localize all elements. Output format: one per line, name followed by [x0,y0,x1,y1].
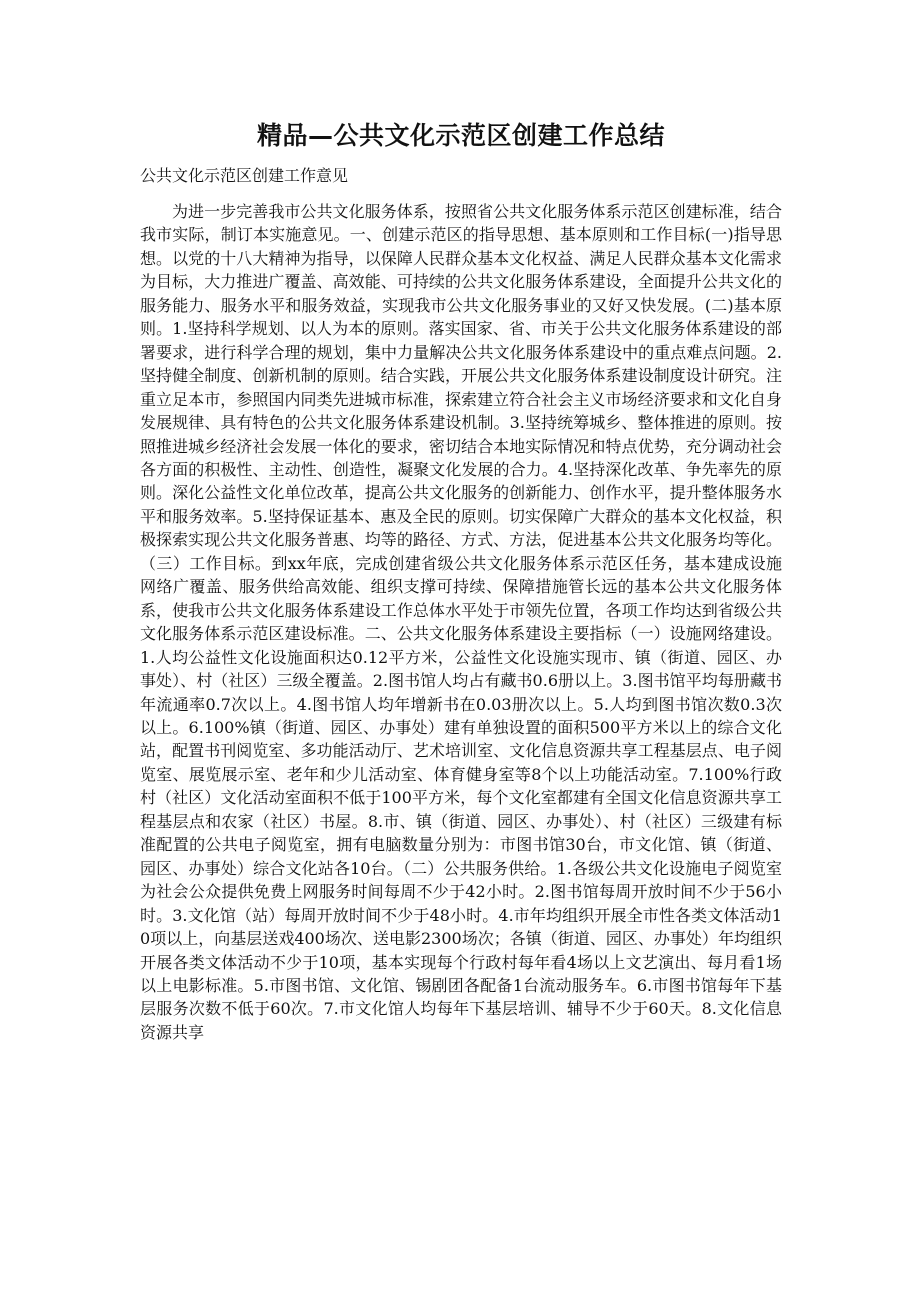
document-body-paragraph: 为进一步完善我市公共文化服务体系，按照省公共文化服务体系示范区创建标准，结合我市实际，制订本实施意见。一、创建示范区的指导思想、基本原则和工作目标(一)指导思想。以党的十八大精神为指导，以保障人民群众基本文化权益、满足人民群众基本文化需求为目标，大力推进广覆盖、高效能、可持续的公共文化服务体系建设，全面提升公共文化的服务能力、服务水平和服务效益，实现我市公共文化服务事业的又好又快发展。(二)基本原则。1.坚持科学规划、以人为本的原则。落实国家、省、市关于公共文化服务体系建设的部署要求，进行科学合理的规划，集中力量解决公共文化服务体系建设中的重点难点问题。2.坚持健全制度、创新机制的原则。结合实践，开展公共文化服务体系建设制度设计研究。注重立足本市，参照国内同类先进城市标准，探索建立符合社会主义市场经济要求和文化自身发展规律、具有特色的公共文化服务体系建设机制。3.坚持统筹城乡、整体推进的原则。按照推进城乡经济社会发展一体化的要求，密切结合本地实际情况和特点优势，充分调动社会各方面的积极性、主动性、创造性，凝聚文化发展的合力。4.坚持深化改革、争先率先的原则。深化公益性文化单位改革，提高公共文化服务的创新能力、创作水平，提升整体服务水平和服务效率。5.坚持保证基本、惠及全民的原则。切实保障广大群众的基本文化权益，积极探索实现公共文化服务普惠、均等的路径、方式、方法，促进基本公共文化服务均等化。（三）工作目标。到xx年底，完成创建省级公共文化服务体系示范区任务，基本建成设施网络广覆盖、服务供给高效能、组织支撑可持续、保障措施管长远的基本公共文化服务体系，使我市公共文化服务体系建设工作总体水平处于市领先位置，各项工作均达到省级公共文化服务体系示范区建设标准。二、公共文化服务体系建设主要指标（一）设施网络建设。1.人均公益性文化设施面积达0.12平方米，公益性文化设施实现市、镇（街道、园区、办事处）、村（社区）三级全覆盖。2.图书馆人均占有藏书0.6册以上。3.图书馆平均每册藏书年流通率0.7次以上。4.图书馆人均年增新书在0.03册次以上。5.人均到图书馆次数0.3次以上。6.100%镇（街道、园区、办事处）建有单独设置的面积500平方米以上的综合文化站，配置书刊阅览室、多功能活动厅、艺术培训室、文化信息资源共享工程基层点、电子阅览室、展览展示室、老年和少儿活动室、体育健身室等8个以上功能活动室。7.100%行政村（社区）文化活动室面积不低于100平方米，每个文化室都建有全国文化信息资源共享工程基层点和农家（社区）书屋。8.市、镇（街道、园区、办事处）、村（社区）三级建有标准配置的公共电子阅览室，拥有电脑数量分别为：市图书馆30台，市文化馆、镇（街道、园区、办事处）综合文化站各10台。（二）公共服务供给。1.各级公共文化设施电子阅览室为社会公众提供免费上网服务时间每周不少于42小时。2.图书馆每周开放时间不少于56小时。3.文化馆（站）每周开放时间不少于48小时。4.市年均组织开展全市性各类文体活动10项以上，向基层送戏400场次、送电影2300场次；各镇（街道、园区、办事处）年均组织开展各类文体活动不少于10项，基本实现每个行政村每年看4场以上文艺演出、每月看1场以上电影标准。5.市图书馆、文化馆、锡剧团各配备1台流动服务车。6.市图书馆每年下基层服务次数不低于60次。7.市文化馆人均每年下基层培训、辅导不少于60天。8.文化信息资源共享 [140,202,782,1042]
document-title: 精品—公共文化示范区创建工作总结 [256,121,665,150]
document-subtitle: 公共文化示范区创建工作意见 [140,166,349,185]
